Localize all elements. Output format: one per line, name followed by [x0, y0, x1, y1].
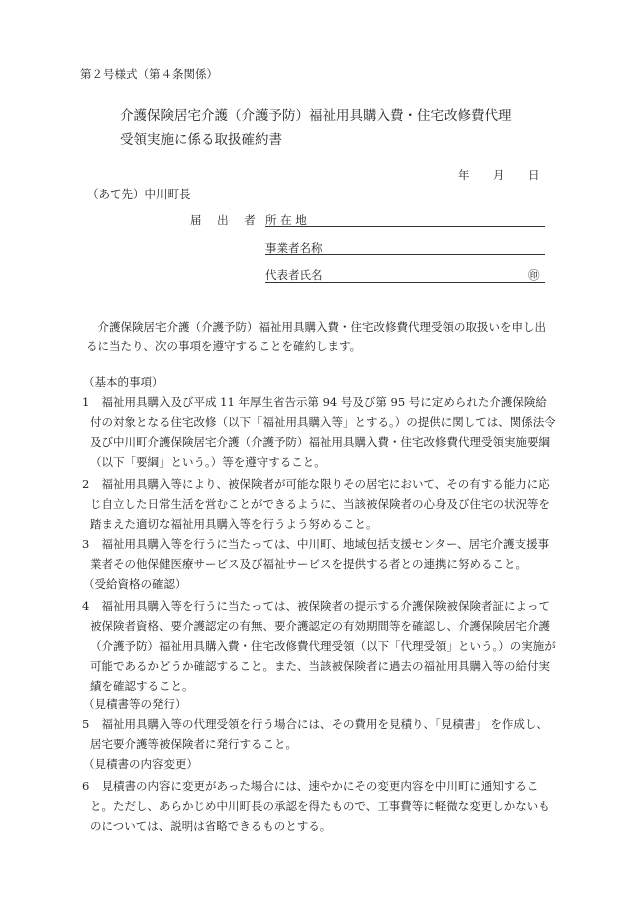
- list-item: [82, 776, 556, 836]
- section-basic: （基本的事項）: [83, 375, 164, 389]
- document-title-line1: 介護保険居宅介護（介護予防）福祉用具購入費・住宅改修費代理: [120, 108, 512, 124]
- section-estimate-change: （見積書の内容変更）: [83, 757, 198, 771]
- seal-mark: ㊞: [528, 268, 540, 282]
- applicant-label: 届 出 者: [190, 213, 262, 227]
- list-item: [82, 534, 556, 574]
- document-title-line2: 受領実施に係る取扱確約書: [120, 132, 282, 148]
- date-year: 年: [458, 168, 470, 182]
- addressee: （あて先）中川町長: [87, 187, 191, 201]
- item-number: 4: [82, 599, 90, 613]
- business-name-label: 事業者名称: [265, 241, 323, 255]
- list-item: [82, 714, 556, 754]
- address-label: 所 在 地: [265, 213, 307, 227]
- item-number: 1: [82, 395, 90, 409]
- item-text: 見積書の内容に変更があった場合には、速やかにその変更内容を中川町に通知すること。ただし、あらかじめ中川町長の承認を得たもので、工事費等に軽微な変更しかないものについては、説明は省略できるものとする。: [90, 779, 550, 833]
- item-number: 6: [82, 779, 90, 793]
- date-day: 日: [528, 168, 540, 182]
- item-number: 5: [82, 717, 90, 731]
- list-item: [82, 596, 556, 696]
- item-text: 福祉用具購入等により、被保険者が可能な限りその居宅において、その有する能力に応じ自立した日常生活を営むことができるように、当該被保険者の心身及び住宅の状況等を踏まえた適切な福祉用具購入等を行うよう努めること。: [90, 477, 550, 531]
- representative-label: 代表者氏名: [265, 268, 323, 282]
- item-text: 福祉用具購入等を行うに当たっては、中川町、地域包括支援センター、居宅介護支援事業者その他保健医療サービス及び福祉サービスを提供する者との連携に努めること。: [90, 537, 550, 571]
- representative-line: [265, 282, 545, 283]
- form-number: 第２号様式（第４条関係）: [80, 67, 218, 81]
- section-qualification: （受給資格の確認）: [83, 577, 187, 591]
- intro-paragraph: 介護保険居宅介護（介護予防）福祉用具購入費・住宅改修費代理受領の取扱いを申し出るに当たり、次の事項を遵守することを確約します。: [86, 320, 546, 353]
- item-text: 福祉用具購入等の代理受領を行う場合には、その費用を見積り、「見積書」 を作成し、居宅要介護等被保険者に発行すること。: [90, 717, 548, 751]
- list-item: [82, 392, 556, 472]
- business-name-line: [265, 254, 545, 255]
- address-line: [265, 226, 545, 227]
- list-item: [82, 474, 556, 534]
- item-number: 2: [82, 477, 90, 491]
- date-month: 月: [493, 168, 505, 182]
- item-text: 福祉用具購入等を行うに当たっては、被保険者の提示する介護保険被保険者証によって被保険者資格、要介護認定の有無、要介護認定の有効期間等を確認し、介護保険居宅介護（介護予防）福祉用具購入費・住宅改修費代理受領（以下「代理受領」という。）の実施が可能であるかどうか確認すること。また、当該被保険者に過去の福祉用具購入等の給付実績を確認すること。: [90, 599, 556, 693]
- section-estimate-issue: （見積書等の発行）: [83, 697, 187, 711]
- item-number: 3: [82, 537, 90, 551]
- item-text: 福祉用具購入及び平成 11 年厚生省告示第 94 号及び第 95 号に定められた介護保険給付の対象となる住宅改修（以下「福祉用具購入等」とする。）の提供に関しては、関係法令及び中川町介護保険居宅介護（介護予防）福祉用具購入費・住宅改修費代理受領実施要綱（以下「要綱」という。）等を遵守すること。: [90, 395, 556, 469]
